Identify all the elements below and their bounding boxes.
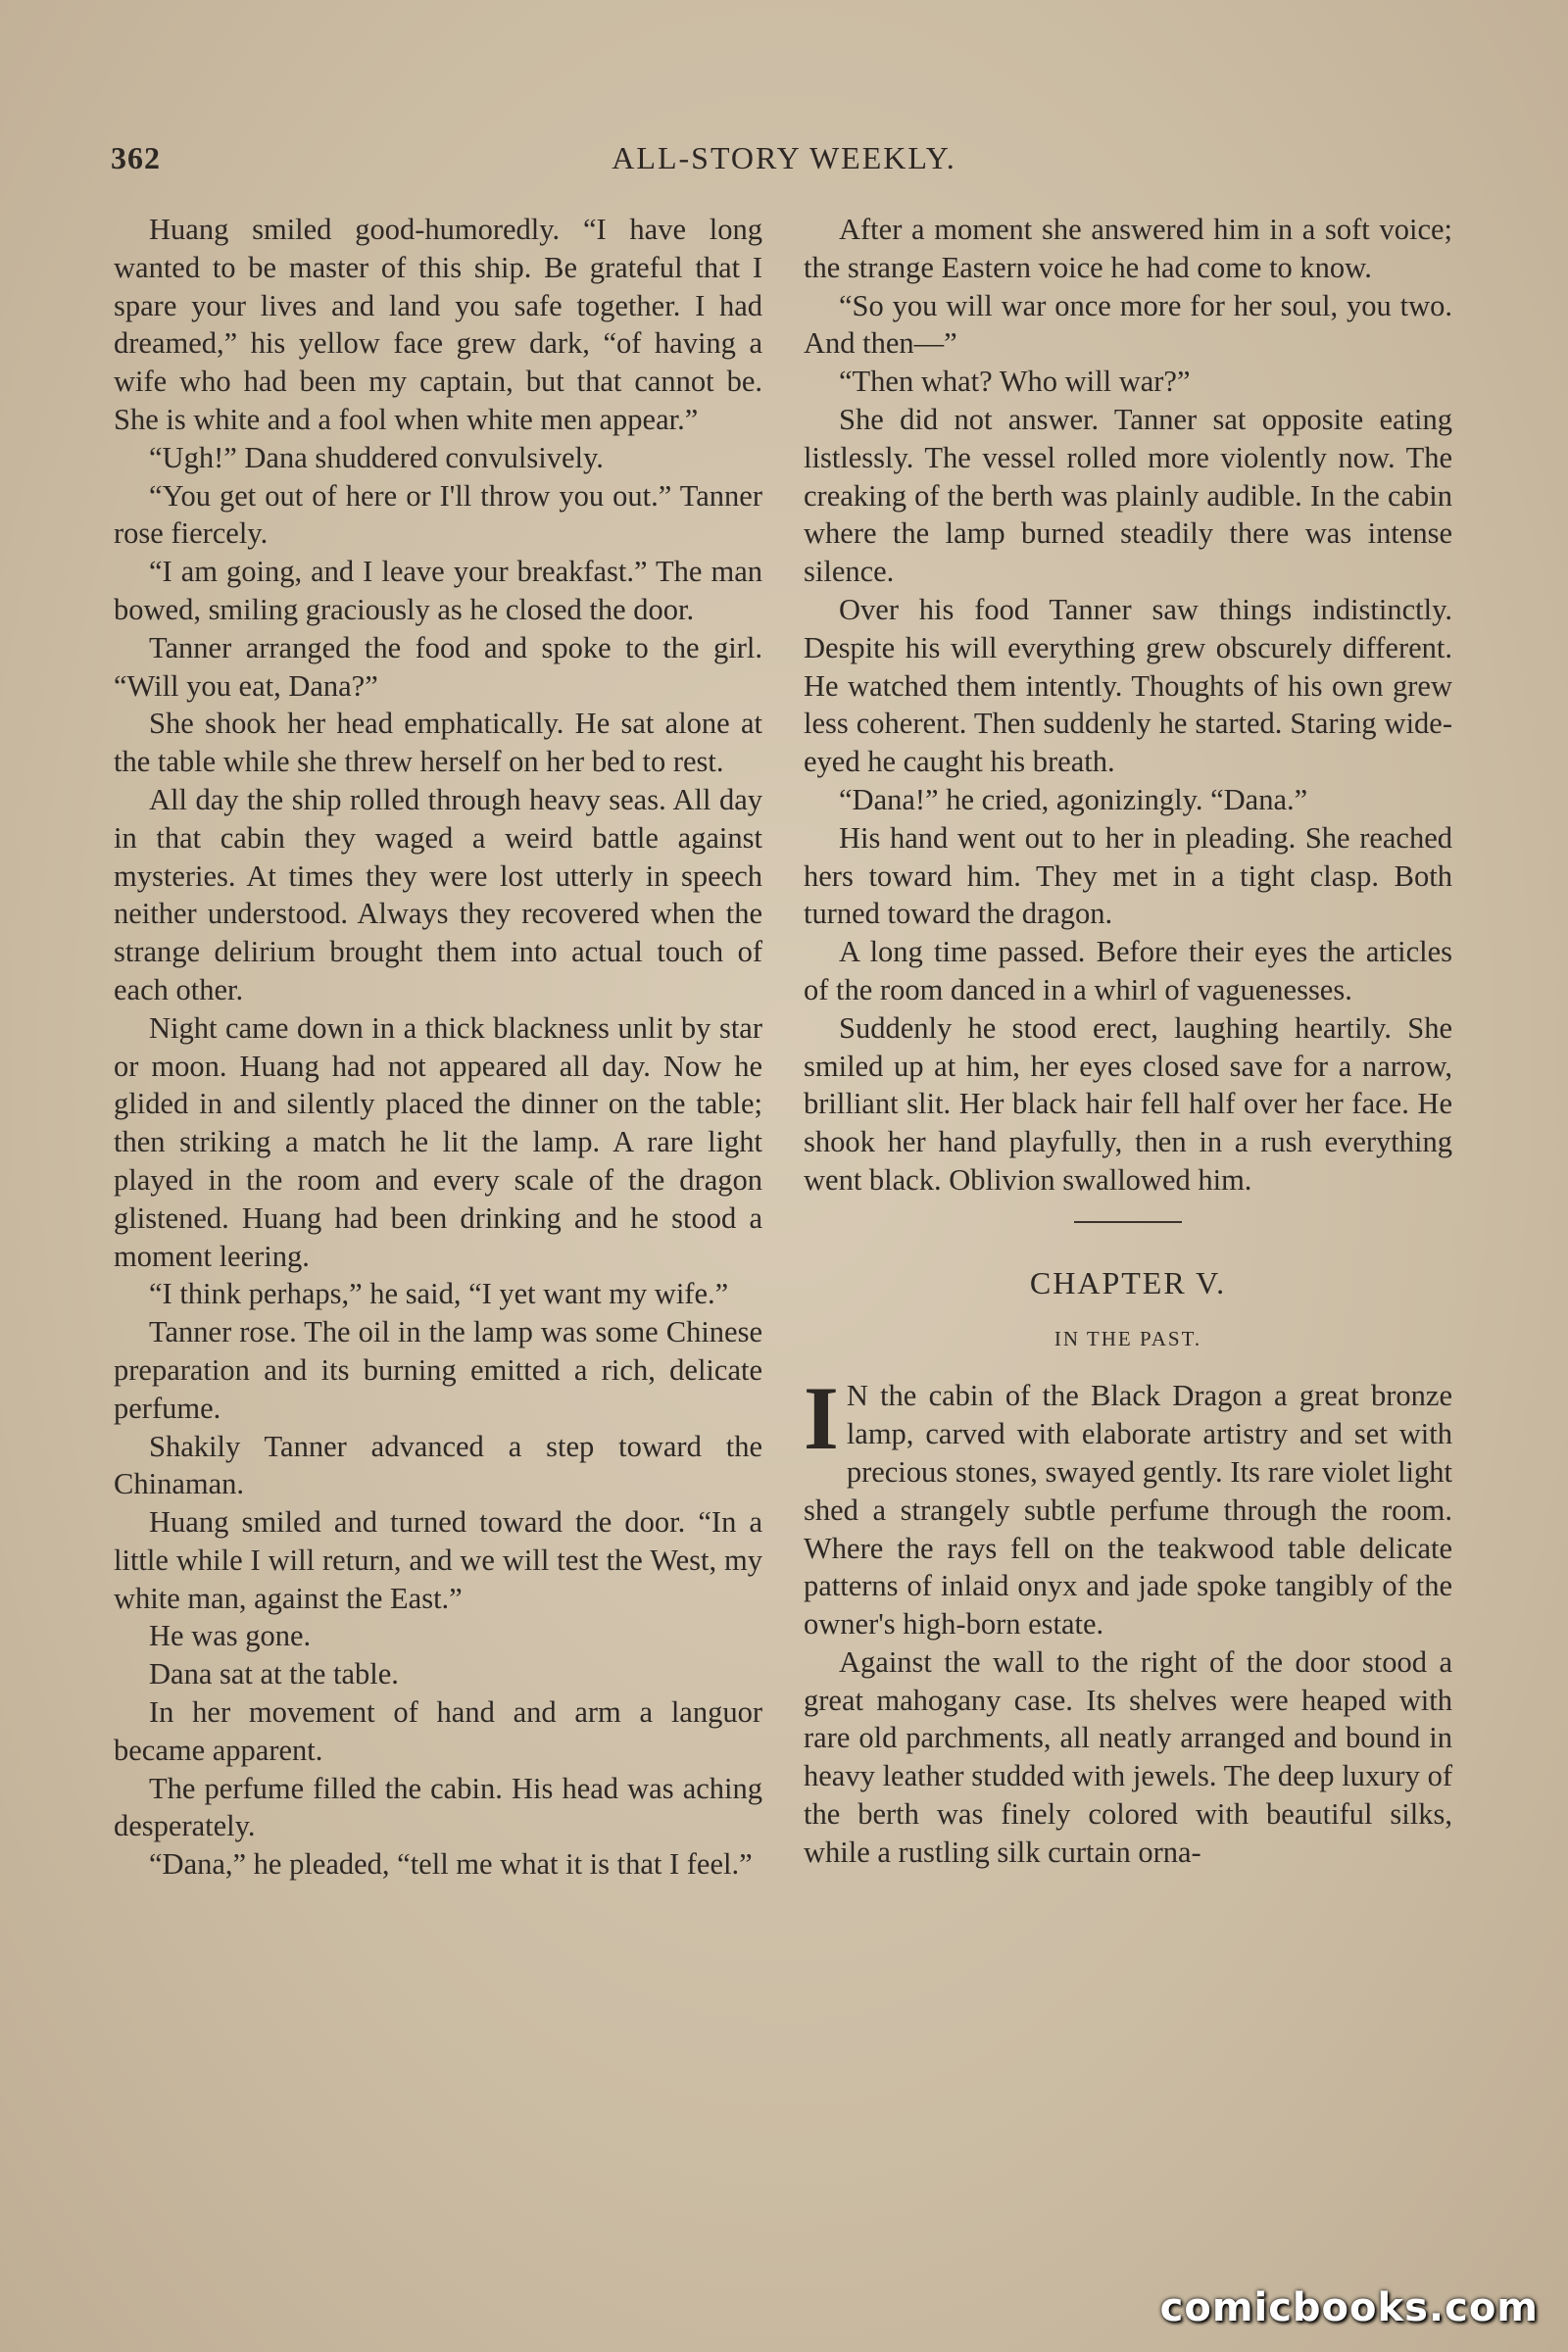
chapter-subtitle: IN THE PAST. [1054, 1326, 1202, 1350]
paragraph: Over his food Tanner saw things indistinctly. Despite his will everything grew obscurely different. He watched them intently. Thoughts of his own grew less coherent. Then suddenly he started. Staring wide-eyed he caught his breath. [804, 592, 1452, 779]
paragraph: The perfume filled the cabin. His head was aching desperately. [114, 1771, 762, 1843]
paragraph: Huang smiled and turned toward the door. “In a little while I will return, and we will test the West, my white man, against the East.” [114, 1505, 762, 1615]
paragraph: Dana sat at the table. [149, 1657, 399, 1691]
page-number: 362 [111, 140, 161, 175]
left-column [114, 211, 762, 1884]
paragraph: Suddenly he stood erect, laughing heartily. She smiled up at him, her eyes closed save for a narrow, brilliant slit. Her black hair fell half over her face. He shook her hand playfully, then in a rush everything went black. Oblivion swallowed him. [804, 1010, 1452, 1197]
paragraph: A long time passed. Before their eyes the articles of the room danced in a whirl of vaguenesses. [804, 935, 1452, 1006]
paragraph: She shook her head emphatically. He sat alone at the table while she threw herself on her bed to rest. [114, 707, 762, 779]
chapter-title: CHAPTER V. [1029, 1264, 1227, 1300]
paragraph: “Then what? Who will war?” [839, 365, 1191, 399]
paragraph: “Dana,” he pleaded, “tell me what it is that I feel.” [149, 1847, 753, 1882]
paragraph: “Dana!” he cried, agonizingly. “Dana.” [839, 782, 1308, 816]
section-divider [1074, 1221, 1182, 1223]
watermark-logo: comicbooks.com [1159, 2285, 1539, 2330]
chapter-opening-paragraph [804, 1368, 1452, 1643]
paragraph: Huang smiled good-humoredly. “I have long wanted to be master of this ship. Be grateful that I spare your lives and land you safe together. I had dreamed,” his yellow face grew dark, “of having a wife who had been my captain, but that cannot be. She is white and a fool when white men appear.” [114, 213, 762, 436]
paragraph: All day the ship rolled through heavy seas. All day in that cabin they waged a weird battle against mysteries. At times they were lost utterly in speech neither understood. Always they recovered when the strange delirium brought them into actual touch of each other. [114, 782, 762, 1006]
paragraph: “I think perhaps,” he said, “I yet want my wife.” [149, 1277, 729, 1311]
paragraph: “You get out of here or I'll throw you out.” Tanner rose fiercely. [114, 478, 762, 551]
paragraph: Against the wall to the right of the door stood a great mahogany case. Its shelves were heaped with rare old parchments, all neatly arranged and bound in heavy leather studded with jewels. The deep luxury of the berth was finely colored with beautiful silks, while a rustling silk curtain orna- [804, 1644, 1452, 1869]
paragraph: “So you will war once more for her soul, you two. And then—” [804, 288, 1452, 361]
paragraph: “I am going, and I leave your breakfast.” The man bowed, smiling graciously as he closed the door. [114, 555, 762, 626]
drop-cap: I [804, 1368, 839, 1469]
paragraph: After a moment she answered him in a soft voice; the strange Eastern voice he had come to know. [804, 213, 1452, 284]
paragraph: She did not answer. Tanner sat opposite eating listlessly. The vessel rolled more violently now. The creaking of the berth was plainly audible. In the cabin where the lamp burned steadily there was intense silence. [804, 402, 1452, 589]
right-column [804, 211, 1452, 1872]
paragraph: Shakily Tanner advanced a step toward the Chinaman. [114, 1429, 762, 1501]
paragraph: In her movement of hand and arm a languor became apparent. [114, 1695, 762, 1767]
paragraph: Tanner arranged the food and spoke to the girl. “Will you eat, Dana?” [114, 630, 762, 703]
opening-text: N the cabin of the Black Dragon a great bronze lamp, carved with elaborate artistry and set with precious stones, swayed gently. Its rare violet light shed a strangely subtle perfume through the room. Where the rays fell on the teakwood table delicate patterns of inlaid onyx and jade spoke tangibly of the owner's high-born estate. [804, 1379, 1452, 1642]
paragraph: “Ugh!” Dana shuddered convulsively. [149, 440, 604, 474]
paragraph: He was gone. [149, 1619, 312, 1653]
running-head: ALL-STORY WEEKLY. [612, 140, 956, 175]
paragraph: His hand went out to her in pleading. She reached hers toward him. They met in a tight clasp. Both turned toward the dragon. [804, 820, 1452, 931]
paragraph: Tanner rose. The oil in the lamp was some Chinese preparation and its burning emitted a rich, delicate perfume. [114, 1315, 762, 1425]
paragraph: Night came down in a thick blackness unlit by star or moon. Huang had not appeared all day. Now he glided in and silently placed the dinner on the table; then striking a match he lit the lamp. A rare light played in the room and every scale of the dragon glistened. Huang had been drinking and he stood a moment leering. [114, 1010, 762, 1273]
